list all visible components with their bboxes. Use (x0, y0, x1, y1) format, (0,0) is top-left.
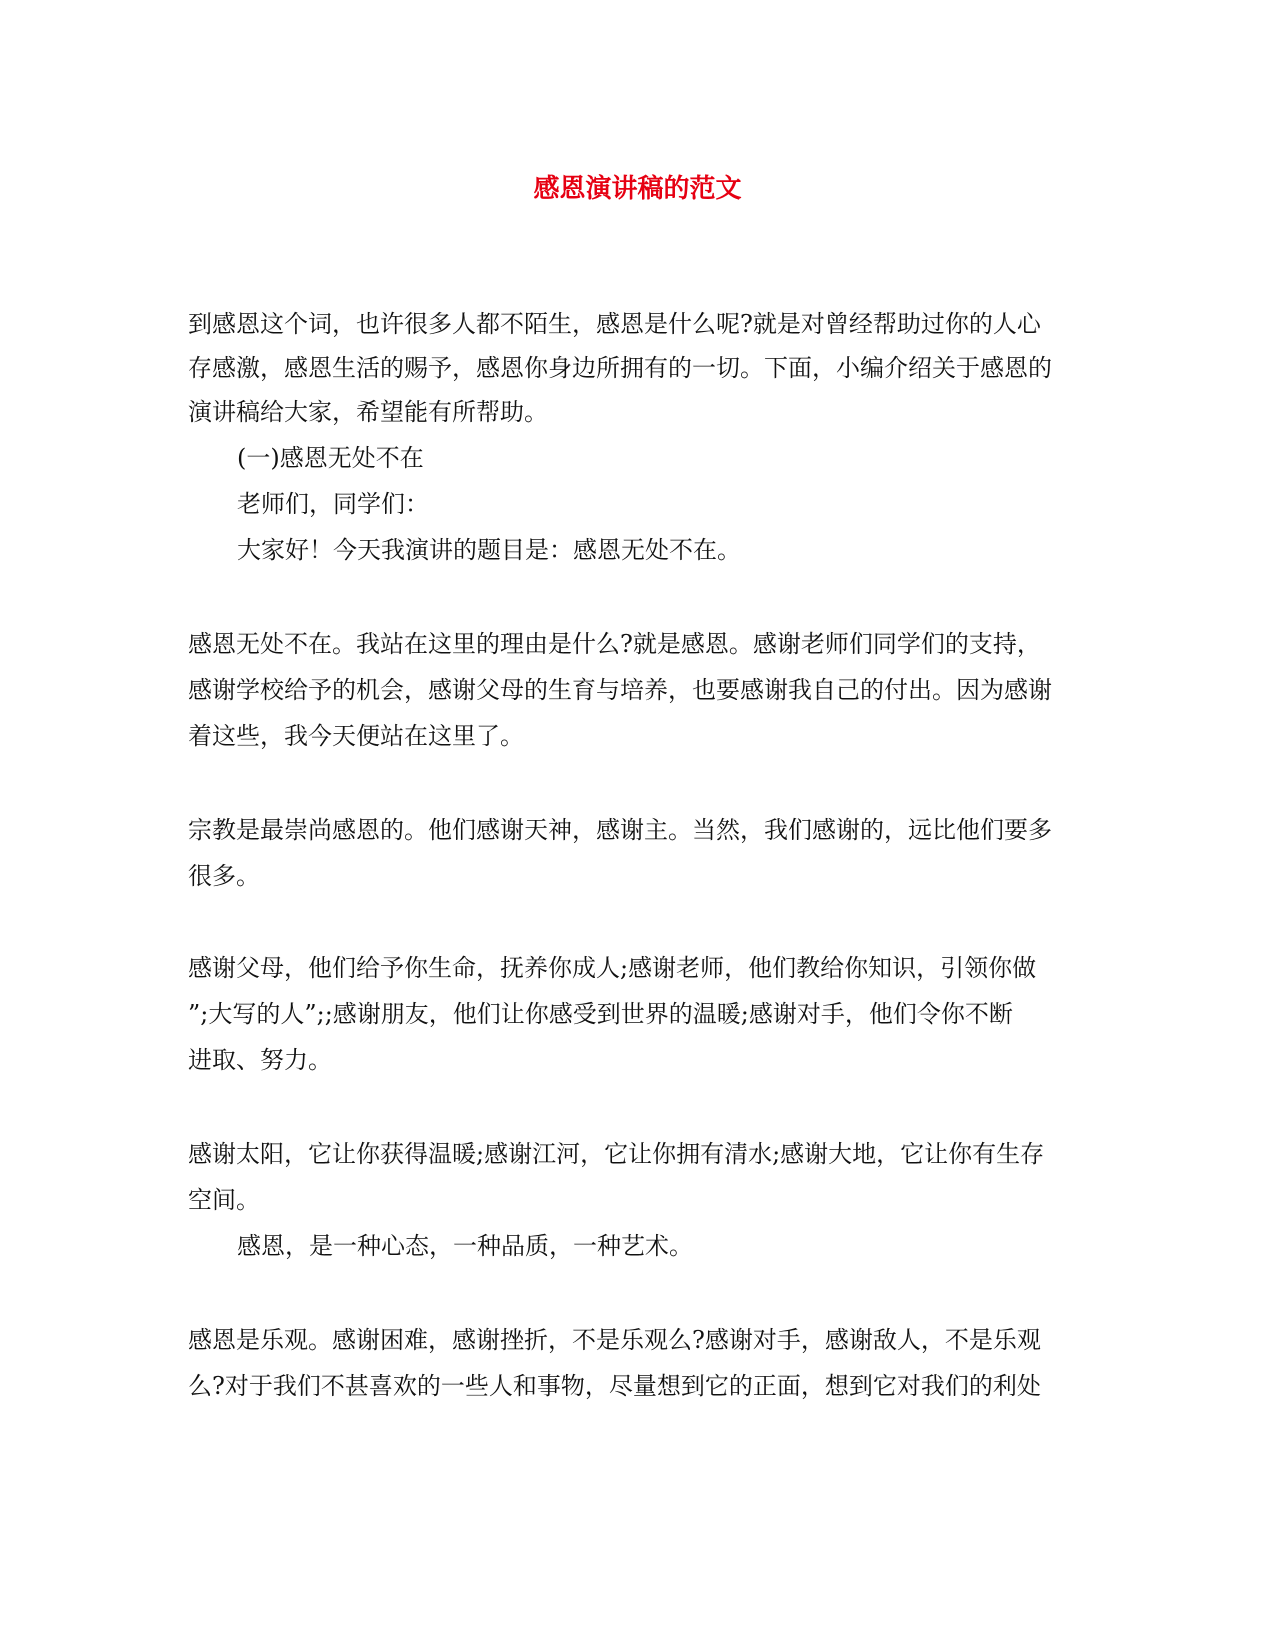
paragraph-line: 存感激，感恩生活的赐予，感恩你身边所拥有的一切。下面，小编介绍关于感恩的 (188, 354, 1052, 382)
paragraph-line: 着这些，我今天便站在这里了。 (188, 722, 524, 750)
document-title: 感恩演讲稿的范文 (533, 174, 742, 204)
paragraph-line: 演讲稿给大家，希望能有所帮助。 (188, 398, 548, 426)
paragraph-line: 到感恩这个词，也许很多人都不陌生，感恩是什么呢?就是对曾经帮助过你的人心 (188, 310, 1041, 338)
paragraph-line: 感恩无处不在。我站在这里的理由是什么?就是感恩。感谢老师们同学们的支持， (188, 630, 1041, 658)
paragraph-line: 很多。 (188, 862, 260, 890)
section-heading: (一)感恩无处不在 (237, 444, 424, 472)
paragraph-line: 感恩是乐观。感谢困难，感谢挫折，不是乐观么?感谢对手，感谢敌人，不是乐观 (188, 1326, 1041, 1354)
paragraph-line: 感谢太阳，它让你获得温暖;感谢江河，它让你拥有清水;感谢大地，它让你有生存 (188, 1140, 1045, 1168)
paragraph-line: 空间。 (188, 1186, 260, 1214)
paragraph-line: 大家好！今天我演讲的题目是：感恩无处不在。 (237, 536, 741, 564)
salutation: 老师们，同学们： (237, 490, 429, 518)
paragraph-line: 感谢学校给予的机会，感谢父母的生育与培养，也要感谢我自己的付出。因为感谢 (188, 676, 1052, 704)
paragraph-line: 感谢父母，他们给予你生命，抚养你成人;感谢老师，他们教给你知识，引领你做 (188, 954, 1037, 982)
paragraph-line: ”;大写的人”;;感谢朋友，他们让你感受到世界的温暖;感谢对手，他们令你不断 (188, 1000, 1013, 1028)
paragraph-line: 进取、努力。 (188, 1046, 332, 1074)
paragraph-line: 么?对于我们不甚喜欢的一些人和事物，尽量想到它的正面，想到它对我们的利处 (188, 1372, 1041, 1400)
paragraph-line: 感恩，是一种心态，一种品质，一种艺术。 (237, 1232, 693, 1260)
paragraph-line: 宗教是最崇尚感恩的。他们感谢天神，感谢主。当然，我们感谢的，远比他们要多 (188, 816, 1052, 844)
